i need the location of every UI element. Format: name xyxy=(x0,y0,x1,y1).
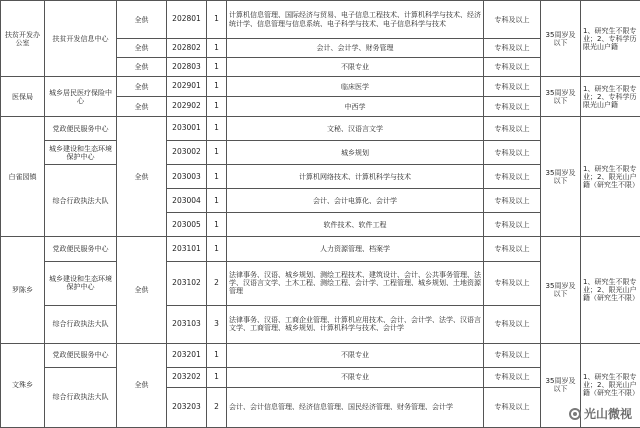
dept-cell: 扶贫开发办公室 xyxy=(1,1,45,77)
count-cell: 3 xyxy=(207,305,227,343)
code-cell: 203005 xyxy=(167,213,207,237)
major-cell: 中西学 xyxy=(227,97,484,117)
major-cell: 软件技术、软件工程 xyxy=(227,213,484,237)
type-cell: 全供 xyxy=(117,117,167,237)
edu-cell: 专科及以上 xyxy=(484,97,541,117)
major-cell: 会计、会计电算化、会计学 xyxy=(227,189,484,213)
age-cell: 35周岁及以下 xyxy=(541,77,581,117)
major-cell: 法律事务、汉语、城乡规划、测绘工程技术、建筑设计、会计、公共事务管理、法学、汉语言文学、土木工程、测绘工程、会计学、工程管理、城乡规划、土地资源管理 xyxy=(227,261,484,305)
type-cell: 全供 xyxy=(117,343,167,427)
count-cell: 1 xyxy=(207,141,227,165)
unit-cell: 综合行政执法大队 xyxy=(45,367,117,427)
code-cell: 203102 xyxy=(167,261,207,305)
count-cell: 1 xyxy=(207,213,227,237)
table-row xyxy=(1,237,640,261)
code-cell: 202801 xyxy=(167,1,207,39)
wechat-logo-icon xyxy=(569,408,581,420)
count-cell: 1 xyxy=(207,97,227,117)
code-cell: 203101 xyxy=(167,237,207,261)
major-cell: 城乡规划 xyxy=(227,141,484,165)
edu-cell: 专科及以上 xyxy=(484,165,541,189)
watermark-text: 光山微视 xyxy=(583,407,632,421)
age-cell: 35周岁及以下 xyxy=(541,343,581,427)
code-cell: 202901 xyxy=(167,77,207,97)
count-cell: 2 xyxy=(207,261,227,305)
count-cell: 1 xyxy=(207,165,227,189)
table-row xyxy=(1,343,640,367)
major-cell: 不限专业 xyxy=(227,58,484,77)
dept-cell: 文殊乡 xyxy=(1,343,45,427)
edu-cell: 专科及以上 xyxy=(484,77,541,97)
type-cell: 全供 xyxy=(117,39,167,58)
major-cell: 会计、会计学、财务管理 xyxy=(227,39,484,58)
watermark xyxy=(569,405,632,422)
age-cell: 35周岁及以下 xyxy=(541,1,581,77)
type-cell: 全供 xyxy=(117,1,167,39)
edu-cell: 专科及以上 xyxy=(484,343,541,367)
edu-cell: 专科及以上 xyxy=(484,213,541,237)
edu-cell: 专科及以上 xyxy=(484,189,541,213)
table-row xyxy=(1,117,640,141)
count-cell: 2 xyxy=(207,387,227,427)
major-cell: 计算机网络技术、计算机科学与技术 xyxy=(227,165,484,189)
unit-cell: 党政便民服务中心 xyxy=(45,237,117,261)
dept-cell: 医保局 xyxy=(1,77,45,117)
edu-cell: 专科及以上 xyxy=(484,237,541,261)
unit-cell: 城乡居民医疗保险中心 xyxy=(45,77,117,117)
major-cell: 不限专业 xyxy=(227,343,484,367)
table-row xyxy=(1,1,640,39)
remark-cell: 1、研究生不限专业；2、专科学历限光山户籍 xyxy=(581,1,640,77)
count-cell: 1 xyxy=(207,1,227,39)
code-cell: 203202 xyxy=(167,367,207,387)
type-cell: 全供 xyxy=(117,97,167,117)
major-cell: 不限专业 xyxy=(227,367,484,387)
dept-cell: 罗陈乡 xyxy=(1,237,45,343)
code-cell: 203203 xyxy=(167,387,207,427)
code-cell: 202803 xyxy=(167,58,207,77)
type-cell: 全供 xyxy=(117,237,167,343)
unit-cell: 党政便民服务中心 xyxy=(45,343,117,367)
dept-cell: 白雀园镇 xyxy=(1,117,45,237)
major-cell: 法律事务、汉语、工商企业管理、计算机应用技术、会计、会计学、法学、汉语言文学、工商管理、城乡规划、计算机科学与技术、会计学 xyxy=(227,305,484,343)
count-cell: 1 xyxy=(207,237,227,261)
code-cell: 203004 xyxy=(167,189,207,213)
count-cell: 1 xyxy=(207,367,227,387)
code-cell: 203103 xyxy=(167,305,207,343)
code-cell: 203001 xyxy=(167,117,207,141)
remark-cell: 1、研究生不限专业；2、限光山户籍（研究生不限） xyxy=(581,117,640,237)
unit-cell: 综合行政执法大队 xyxy=(45,165,117,237)
unit-cell: 综合行政执法大队 xyxy=(45,305,117,343)
age-cell: 35周岁及以下 xyxy=(541,237,581,343)
code-cell: 202802 xyxy=(167,39,207,58)
major-cell: 人力资源管理、档案学 xyxy=(227,237,484,261)
code-cell: 202902 xyxy=(167,97,207,117)
count-cell: 1 xyxy=(207,189,227,213)
unit-cell: 扶贫开发信息中心 xyxy=(45,1,117,77)
edu-cell: 专科及以上 xyxy=(484,387,541,427)
unit-cell: 城乡建设和生态环境保护中心 xyxy=(45,261,117,305)
type-cell: 全供 xyxy=(117,77,167,97)
type-cell: 全供 xyxy=(117,58,167,77)
remark-cell: 1、研究生不限专业；2、限光山户籍（研究生不限） xyxy=(581,237,640,343)
edu-cell: 专科及以上 xyxy=(484,367,541,387)
major-cell: 会计、会计信息管理、经济信息管理、国民经济管理、财务管理、会计学 xyxy=(227,387,484,427)
code-cell: 203002 xyxy=(167,141,207,165)
code-cell: 203201 xyxy=(167,343,207,367)
edu-cell: 专科及以上 xyxy=(484,39,541,58)
code-cell: 203003 xyxy=(167,165,207,189)
count-cell: 1 xyxy=(207,77,227,97)
edu-cell: 专科及以上 xyxy=(484,141,541,165)
edu-cell: 专科及以上 xyxy=(484,305,541,343)
remark-cell: 1、研究生不限专业；2、专科学历限光山户籍 xyxy=(581,77,640,117)
table-row xyxy=(1,77,640,97)
count-cell: 1 xyxy=(207,343,227,367)
major-cell: 文秘、汉语言文学 xyxy=(227,117,484,141)
count-cell: 1 xyxy=(207,117,227,141)
edu-cell: 专科及以上 xyxy=(484,261,541,305)
unit-cell: 党政便民服务中心 xyxy=(45,117,117,141)
count-cell: 1 xyxy=(207,39,227,58)
edu-cell: 专科及以上 xyxy=(484,117,541,141)
age-cell: 35周岁及以下 xyxy=(541,117,581,237)
major-cell: 临床医学 xyxy=(227,77,484,97)
major-cell: 计算机信息管理、国际经济与贸易、电子信息工程技术、计算机科学与技术、经济统计学、信息管理与信息系统、电子科学与技术、电子信息科学与技术 xyxy=(227,1,484,39)
remark-cell: 1、研究生不限专业；2、限光山户籍（研究生不限） xyxy=(581,343,640,427)
count-cell: 1 xyxy=(207,58,227,77)
edu-cell: 专科及以上 xyxy=(484,58,541,77)
edu-cell: 专科及以上 xyxy=(484,1,541,39)
unit-cell: 城乡建设和生态环境保护中心 xyxy=(45,141,117,165)
